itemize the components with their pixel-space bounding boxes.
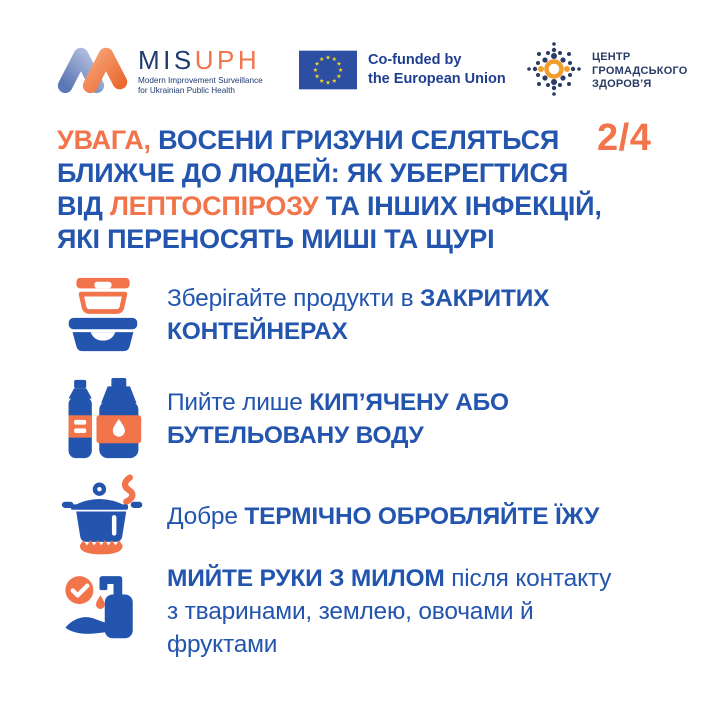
tip-text: Зберігайте продукти в ЗАКРИТИХ КОНТЕЙНЕРАХ xyxy=(167,285,550,345)
tip-text: Пийте лише КИП’ЯЧЕНУ АБО БУТЕЛЬОВАНУ ВОДУ xyxy=(167,389,509,449)
misuph-wordmark: MISUPH xyxy=(138,44,261,75)
hand-washing-icon xyxy=(57,571,149,653)
headline-attention: УВАГА, xyxy=(57,125,151,155)
headline-leptospirosis-highlight: ЛЕПТОСПІРОЗУ xyxy=(109,191,319,221)
public-health-center-logo xyxy=(522,37,688,106)
tip-safe-water xyxy=(57,378,651,460)
page-indicator: 2/4 xyxy=(597,117,652,159)
food-containers-icon xyxy=(57,276,149,354)
tip-text: МИЙТЕ РУКИ З МИЛОМ після контакту з тваринами, землею, овочами й фруктами xyxy=(167,565,612,658)
phc-logo-mark-icon xyxy=(522,37,586,106)
tip-text: Добре ТЕРМІЧНО ОБРОБЛЯЙТЕ ЇЖУ xyxy=(167,502,600,530)
misuph-logo xyxy=(56,42,263,101)
tip-closed-containers xyxy=(57,276,651,354)
eu-cofunded-text: Co-funded by the European Union xyxy=(368,52,506,87)
tip-wash-hands xyxy=(57,562,613,661)
misuph-logo-mark-icon xyxy=(56,42,130,101)
cooking-pot-icon xyxy=(57,474,149,558)
phc-text: ЦЕНТР ГРОМАДСЬКОГО ЗДОРОВ’Я xyxy=(592,51,688,91)
water-bottles-icon xyxy=(57,378,149,460)
tip-cook-food xyxy=(57,474,651,558)
eu-cofunded-logo xyxy=(299,50,506,95)
eu-flag-icon xyxy=(299,50,357,95)
misuph-tagline: Modern Improvement Surveillance for Ukrainian Public Health xyxy=(138,75,263,95)
headline: УВАГА, ВОСЕНИ ГРИЗУНИ СЕЛЯТЬСЯ БЛИЖЧЕ ДО ЛЮДЕЙ: ЯК УБЕРЕГТИСЯ ВІД ЛЕПТОСПІРОЗУ ТА ІНШИХ ІНФЕКЦІЙ, ЯКІ ПЕРЕНОСЯТЬ МИШІ ТА ЩУРІ xyxy=(57,125,602,254)
